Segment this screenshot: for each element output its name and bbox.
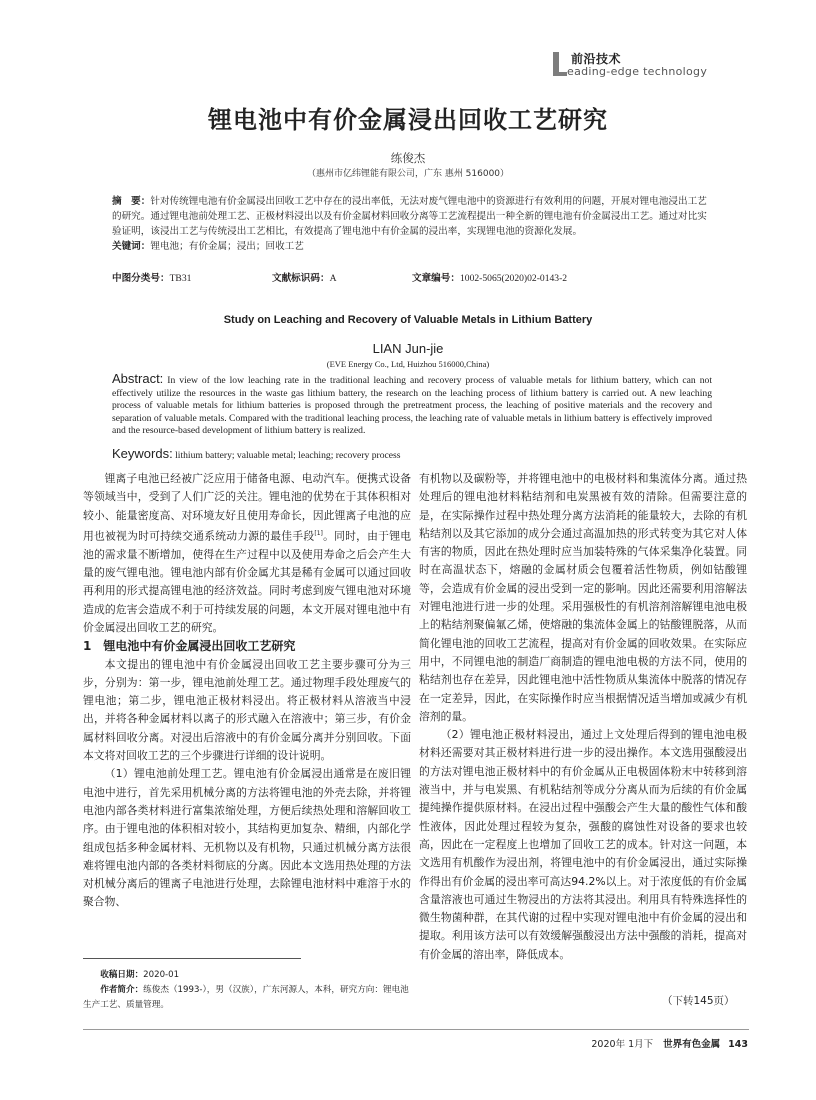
article-number — [412, 270, 567, 284]
doc-code — [272, 270, 337, 284]
section-label-cn: 前沿技术 — [571, 52, 622, 66]
article-number-label: 文章编号： — [412, 273, 460, 284]
issue-date: 2020年 1月下 — [591, 1039, 654, 1050]
section-heading — [83, 637, 411, 655]
body-column-right — [419, 470, 747, 964]
paper-title: 锂电池中有价金属浸出回收工艺研究 — [208, 106, 608, 134]
received-date — [83, 968, 411, 983]
continued-note: （下转145页） — [662, 995, 735, 1007]
keywords-label: 关键词： — [112, 241, 151, 252]
keywords-text: 锂电池；有价金属；浸出；回收工艺 — [150, 241, 304, 252]
intro-text-b: 。同时，由于锂电池的需求量不断增加，使得在生产过程中以及使用寿命之后会产生大量的废气锂电池。锂电池内部有价金属尤其是稀有金属可以通过回收再利用的形式提高锂电池的经济效益。同时考虑到废气锂电池对环境造成的危害会造成不利于可持续发展的问题，本文开展对锂电池中有价金属浸出回收工艺的研究。 — [83, 529, 412, 634]
abstract-text: 针对传统锂电池有价金属浸出回收工艺中存在的浸出率低，无法对废气锂电池中的资源进行有效利用的问题，开展对锂电池浸出工艺的研究。通过锂电池前处理工艺、正极材料浸出以及有价金属材料回收分离等工艺流程提出一种全新的锂电池有价金属浸出工艺。通过对比实验证明，该浸出工艺与传统浸出工艺相比，有效提高了锂电池中有价金属的浸出率，实现锂电池的资源化发展。 — [112, 196, 707, 237]
author-affiliation: （惠州市亿纬锂能有限公司，广东 惠州 516000） — [306, 169, 510, 179]
clc-code — [112, 270, 191, 284]
body-column-left — [83, 470, 411, 912]
english-abstract-label: Abstract: — [112, 371, 164, 386]
footnote-divider — [83, 958, 301, 959]
section-logo — [553, 50, 753, 80]
footer-divider — [83, 1029, 749, 1030]
doc-code-value: A — [329, 273, 337, 284]
clc-value: TB31 — [169, 273, 192, 284]
intro-paragraph — [83, 470, 411, 637]
page-footer — [591, 1036, 748, 1050]
logo-letter-l — [553, 52, 559, 76]
english-keywords — [112, 446, 712, 461]
author-name: 练俊杰 — [390, 151, 426, 165]
section-paragraph: 本文提出的锂电池中有价金属浸出回收工艺主要步骤可分为三步，分别为：第一步，锂电池前处理工艺。通过物理手段处理废气的锂电池；第二步，锂电池正极材料浸出。将正极材料从溶液当中浸出，并将各种金属材料以离子的形式融入在溶液中；第三步，有价金属材料回收分离。对浸出后溶液中的有价金属分离并分别回收。下面本文将对回收工艺的三个步骤进行详细的设计说明。 — [83, 657, 411, 763]
english-abstract-text: In view of the low leaching rate in the traditional leaching and recovery process of valuable metals for lithium battery, which can not effectively utilize the resources in the waste gas lithium battery, the research on the leaching process of lithium battery is carried out. A new leaching process of valuable metals for lithium batteries is proposed through the pretreatment process, the leaching of positive materials and the recovery and separation of valuable metals. Compared with the traditional leaching process, the leaching rate of valuable metals in lithium battery is effectively improved and the resource-based development of lithium battery is realized. — [112, 375, 712, 436]
pretreatment-continued-paragraph: 有机物以及碳粉等，并将锂电池中的电极材料和集流体分离。通过热处理后的锂电池材料粘结剂和电炭黑被有效的清除。但需要注意的是，在实际操作过程中热处理分离方法消耗的能量较大，去除的有机粘结剂以及其它添加的成分会通过高温加热的形式转变为其它对人体有害的物质，因此在热处理时应当加装特殊的气体采集净化装置。同时在高温状态下，熔融的金属材质会包覆着活性物质，例如钴酸锂等，会造成有价金属的浸出受到一定的影响。因此还需要利用溶解法对锂电池进行进一步的处理。采用强极性的有机溶剂溶解锂电池电极上的粘结剂聚偏氟乙烯，使熔融的集流体金属上的钴酸锂脱落，从而简化锂电池的回收工艺流程，提高对有价金属的回收效果。在实际应用中，不同锂电池的制造厂商制造的锂电池电极的方法不同，使用的粘结剂也存在差异，因此锂电池中活性物质从集流体中脱落的情况存在一定差异，因此，在实际操作时应当根据情况适当增加或减少有机溶剂的量。 — [419, 472, 747, 723]
received-label: 收稿日期： — [100, 970, 144, 980]
english-keywords-text: lithium battery; valuable metal; leaching; recovery process — [175, 450, 401, 461]
english-title: Study on Leaching and Recovery of Valuable Metals in Lithium Battery — [223, 314, 593, 326]
doc-code-label: 文献标识码： — [272, 273, 330, 284]
article-number-value: 1002-5065(2020)02-0143-2 — [459, 273, 568, 284]
bio-text: 练俊杰（1993-），男（汉族），广东河源人，本科，研究方向：锂电池生产工艺、质量管理。 — [83, 985, 409, 1010]
english-abstract — [112, 373, 712, 438]
english-affiliation: (EVE Energy Co., Ltd, Huizhou 516000,China) — [326, 359, 490, 369]
page-number: 143 — [728, 1039, 748, 1050]
citation-ref[interactable]: [1] — [314, 529, 323, 537]
intro-text-a: 锂离子电池已经被广泛应用于储备电源、电动汽车。便携式设备等领域当中，受到了人们广泛的关注。锂电池的优势在于其体积相对较小、能量密度高、对环境友好且使用寿命长，因此锂离子电池的应用也被视为时可持续交通系统动力源的最佳手段 — [83, 472, 411, 543]
footnote — [83, 968, 411, 1013]
cathode-leaching-paragraph: （2）锂电池正极材料浸出，通过上文处理后得到的锂电池电极材料还需要对其正极材料进行进一步的浸出操作。本文选用强酸浸出的方法对锂电池正极材料中的有价金属从正电极固体粉末中转移到溶液当中，并与电炭黑、有机粘结剂等成分分离从而为后续的有价金属提纯操作提供原材料。在浸出过程中强酸会产生大量的酸性气体和酸性液体，因此处理过程较为复杂，强酸的腐蚀性对设备的要求也较高，因此在一定程度上也增加了回收工艺的成本。针对这一问题，本文选用有机酸作为浸出剂，将锂电池中的有价金属浸出，通过实际操作得出有价金属的浸出率可高达94.2%以上。对于浓度低的有价金属含量溶液也可通过生物浸出的方法将其浸出。利用具有特殊选择性的微生物菌种群，在其代谢的过程中实现对锂电池中有价金属的浸出和提取。利用该方法可以有效缓解强酸浸出方法中强酸的消耗，提高对有价金属的溶出率，降低成本。 — [419, 728, 747, 961]
english-keywords-label: Keywords: — [112, 446, 173, 461]
english-author: LIAN Jun-jie — [372, 341, 444, 356]
author-bio — [83, 983, 411, 1013]
bio-label: 作者简介： — [100, 985, 144, 995]
received-value: 2020-01 — [143, 970, 180, 980]
clc-label: 中图分类号： — [112, 273, 170, 284]
journal-name: 世界有色金属 — [663, 1039, 721, 1050]
pretreatment-paragraph: （1）锂电池前处理工艺。锂电池有价金属浸出通常是在废旧锂电池中进行，首先采用机械分离的方法将锂电池的外壳去除，并将锂电池内部各类材料进行富集浓缩处理，方便后续热处理和溶解回收工序。由于锂电池的体积相对较小，其结构更加复杂、精细，内部化学组成包括多种金属材料、无机物以及有机物，只通过机械分离方法很难将锂电池内部的各类材料彻底的分离。因此本文选用热处理的方法对机械分离后的锂离子电池进行处理，去除锂电池材料中难溶于水的聚合物、 — [83, 767, 411, 909]
abstract-cn — [112, 194, 712, 254]
section-number: 1 — [83, 639, 92, 654]
section-title: 锂电池中有价金属浸出回收工艺研究 — [103, 639, 296, 654]
abstract-label: 摘 要： — [112, 196, 151, 207]
section-label-en: eading-edge technology — [567, 65, 708, 78]
